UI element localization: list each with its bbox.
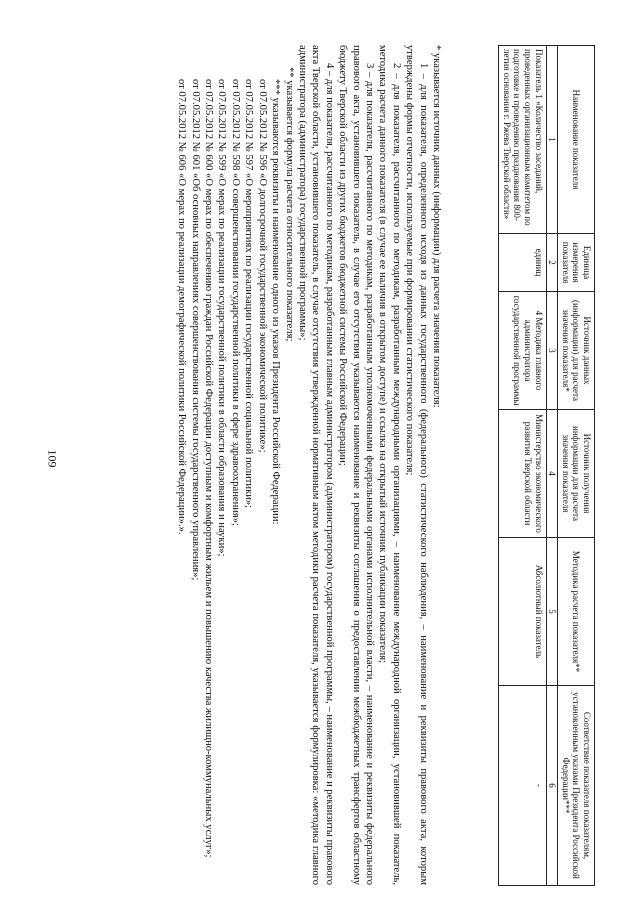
cell-method: Абсолютный показатель	[499, 538, 546, 686]
decree-606: от 07.05.2012 № 606 «О мерах по реализации демографической политики Российской Федерации».».	[176, 79, 188, 535]
column-number: 3	[546, 292, 558, 410]
decree-598: от 07.05.2012 № 598 «О совершенствовании государственной политики в сфере здравоохранения»;	[229, 79, 241, 527]
cell-indicator-name: Показатель 1 «Количество заседаний, проведенных организационным комитетом по подготовке и проведению празднования 800-летия основания г. Ржева Тверской области»	[499, 46, 546, 234]
footnote-decrees-intro: *** указываются реквизиты и наименование одного из указов Президента Российской Федерации:	[270, 79, 282, 525]
footnote-item-1: 1 – для показателя, определенного исходя из данных государственного (федерального) статистического наблюдения, – наименование и реквизиты правового акта, которым утверждены формы отчетности, используемые при формировании статистического показателя;	[404, 45, 429, 885]
footnote-item-2: 2 – для показателя, рассчитанного по методикам, разработанным международными организациями, – наименование международной организации, установившей показатель, методика расчета данного показателя (в случае ее наличия в открытом доступе) и ссылка на открытый источник публикации показателя;	[377, 45, 402, 885]
footnote-formula: ** указывается формула расчета относительного показателя;	[283, 67, 295, 342]
header-unit: Единица измерения показателя	[558, 234, 595, 292]
rotated-page-content	[40, 30, 600, 890]
header-decree-match: Соответствие показателя показателям, установленным указами Президента Российской Федерации***	[558, 686, 595, 886]
cell-data-source: 4 Методика главного администратора государственной программы	[499, 292, 546, 410]
cell-decree-match: -	[499, 686, 546, 886]
decree-596: от 07.05.2012 № 596 «О долгосрочной государственной экономической политике»;	[256, 79, 268, 453]
decree-597: от 07.05.2012 № 597 «О мероприятиях по реализации государственной социальной политики»;	[243, 79, 255, 509]
footnotes	[175, 45, 443, 885]
column-number: 2	[546, 234, 558, 292]
column-number: 4	[546, 410, 558, 538]
decree-599: от 07.05.2012 № 599 «О мерах по реализации государственной политики в области образования и науки»;	[216, 79, 228, 557]
table-column-numbers-row	[546, 46, 558, 886]
decree-600: от 07.05.2012 № 600 «О мерах по обеспечению граждан Российской Федерации доступным и комфортным жильем и повышению качества жилищно-коммунальных услуг»;	[203, 79, 215, 858]
column-number: 6	[546, 686, 558, 886]
decree-601: от 07.05.2012 № 601 «Об основных направлениях совершенствования системы государственного управления»;	[189, 79, 201, 581]
indicator-table	[498, 45, 595, 886]
header-info-source: Источник получения информации для расчета значения показателя	[558, 410, 595, 538]
header-data-source: Источник данных (информации) для расчета значения показателя*	[558, 292, 595, 410]
column-number: 1	[546, 46, 558, 234]
footnote-source-intro: * указывается источник данных (информации) для расчета значения показателя:	[431, 45, 442, 408]
page-number: 109	[45, 449, 60, 468]
cell-unit: единиц	[499, 234, 546, 292]
footnote-item-4: 4 – для показателя, рассчитанного по методикам, разработанным главным администратором (администратором) государственной программы, – наименование и реквизиты правового акта Тверской области, установившего показатель, в случае отсутствия утвержденной нормативным актом методики расчета показателя, указывается формулировка: «методика главного администратора (администратора) государственной программы»;	[296, 45, 335, 885]
table-row	[499, 46, 546, 886]
footnote-item-3: 3 – для показателя, рассчитанного по методикам, разработанным уполномоченными федеральными органами исполнительной власти, – наименование и реквизиты федерального правового акта, установившего показатель, в случае его отсутствия указываются наименование и реквизиты соглашения о предоставлении межбюджетных трансфертов областному бюджету Тверской области из других бюджетов бюджетной системы Российской Федерации;	[337, 45, 375, 885]
header-indicator-name: Наименование показателя	[558, 46, 595, 234]
table-header-row	[558, 46, 595, 886]
column-number: 5	[546, 538, 558, 686]
cell-info-source: Министерство экономического развития Тверской области	[499, 410, 546, 538]
header-method: Методика расчета показателя**	[558, 538, 595, 686]
